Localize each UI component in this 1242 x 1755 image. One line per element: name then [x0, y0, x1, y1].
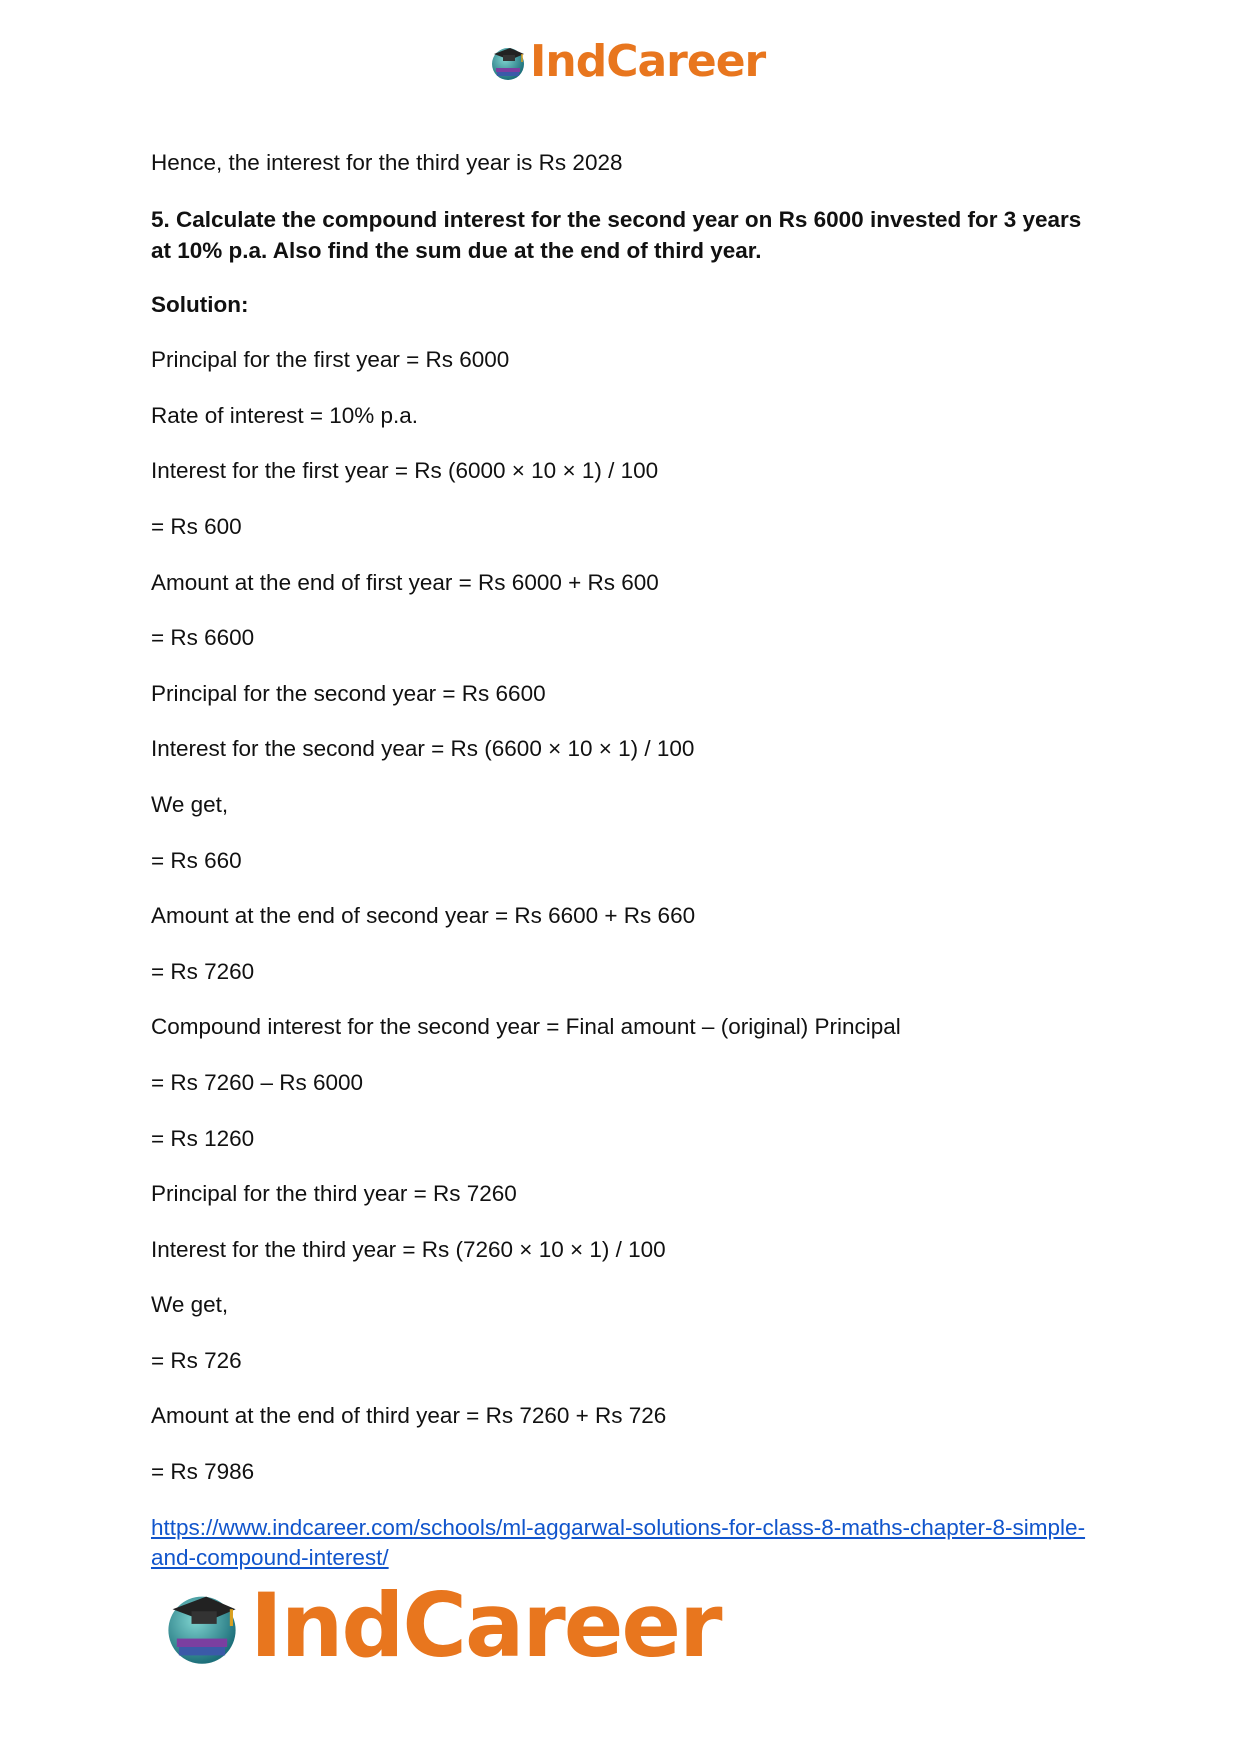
solution-step: = Rs 7260 [151, 958, 255, 984]
page-content [151, 148, 1091, 1573]
graduation-cap-globe-books-icon [488, 42, 528, 82]
solution-step: Amount at the end of first year = Rs 6000 + Rs 600 [151, 569, 659, 595]
solution-step: = Rs 660 [151, 847, 242, 873]
solution-step: = Rs 7260 – Rs 6000 [151, 1069, 364, 1095]
footer-logo [160, 1574, 721, 1677]
solution-step: = Rs 7986 [151, 1459, 255, 1485]
solution-step: Amount at the end of second year = Rs 6600 + Rs 660 [151, 903, 696, 929]
solution-step: Compound interest for the second year = Final amount – (original) Principal [151, 1014, 901, 1040]
solution-step: Principal for the second year = Rs 6600 [151, 680, 546, 706]
solution-label: Solution: [151, 291, 249, 317]
solution-step: Interest for the third year = Rs (7260 × 10 × 1) / 100 [151, 1236, 666, 1262]
solution-step: = Rs 1260 [151, 1125, 255, 1151]
brand-name: IndCareer [530, 36, 766, 87]
solution-step: We get, [151, 1292, 229, 1318]
solution-step: Amount at the end of third year = Rs 7260 + Rs 726 [151, 1403, 667, 1429]
text-line: Hence, the interest for the third year is Rs 2028 [151, 150, 623, 175]
brand-name: IndCareer [250, 1574, 721, 1677]
solution-step: = Rs 6600 [151, 625, 255, 651]
header-logo [488, 36, 766, 87]
solution-step: Interest for the second year = Rs (6600 × 10 × 1) / 100 [151, 736, 695, 762]
source-link[interactable]: https://www.indcareer.com/schools/ml-aggarwal-solutions-for-class-8-maths-chapter-8-simple-and-compound-interest/ [151, 1514, 1086, 1570]
question-heading: 5. Calculate the compound interest for the second year on Rs 6000 invested for 3 years at 10% p.a. Also find the sum due at the end of third year. [151, 206, 1082, 263]
solution-step: Interest for the first year = Rs (6000 × 10 × 1) / 100 [151, 458, 659, 484]
solution-step: = Rs 726 [151, 1347, 242, 1373]
solution-step: = Rs 600 [151, 513, 242, 539]
solution-step: Principal for the first year = Rs 6000 [151, 347, 510, 373]
solution-step: We get, [151, 791, 229, 817]
solution-step: Rate of interest = 10% p.a. [151, 402, 419, 428]
solution-step: Principal for the third year = Rs 7260 [151, 1181, 517, 1207]
graduation-cap-globe-books-icon [160, 1584, 244, 1668]
